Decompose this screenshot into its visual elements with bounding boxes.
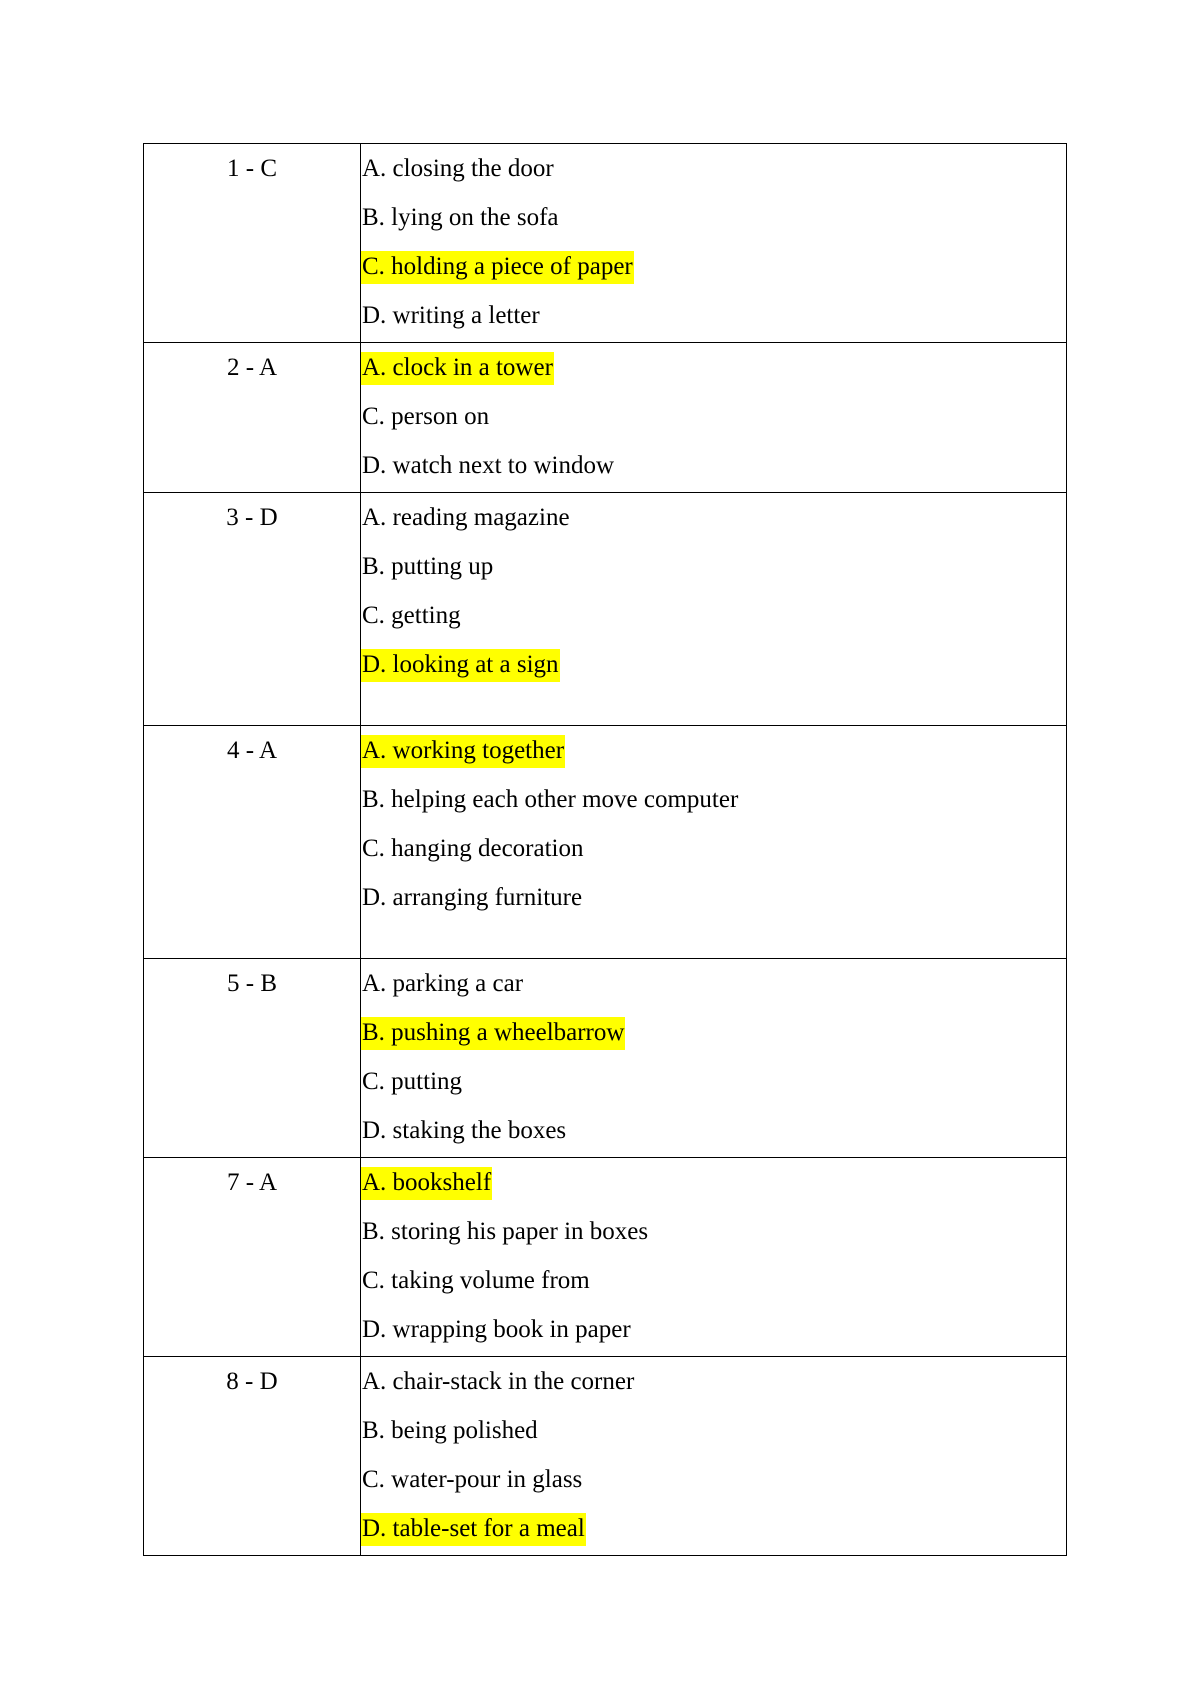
options-cell [361,493,1067,726]
correct-option-text: A. bookshelf [361,1167,492,1200]
option-line [361,291,1066,340]
option-line [361,824,1066,873]
option-text: D. arranging furniture [362,884,583,911]
option-line [361,542,1066,591]
table-row [144,144,1067,343]
option-line [361,959,1066,1008]
table-row [144,726,1067,959]
option-text: D. wrapping book in paper [362,1316,631,1343]
option-line [361,343,1066,392]
option-line [361,242,1066,291]
option-line [361,1406,1066,1455]
table-row [144,493,1067,726]
option-line [361,775,1066,824]
options-cell [361,726,1067,959]
option-line [361,493,1066,542]
option-line [361,873,1066,922]
correct-option-text: D. table-set for a meal [361,1513,586,1546]
answer-key-cell: 1 - C [144,144,361,343]
option-text: B. putting up [362,553,494,580]
answer-key-cell: 8 - D [144,1357,361,1556]
option-line [361,1057,1066,1106]
option-line [361,1455,1066,1504]
correct-option-text: B. pushing a wheelbarrow [361,1017,625,1050]
table-row [144,959,1067,1158]
option-line [361,392,1066,441]
options-cell [361,959,1067,1158]
answer-key-cell: 3 - D [144,493,361,726]
option-text: B. lying on the sofa [362,204,559,231]
option-text: C. getting [362,602,461,629]
option-line [361,1106,1066,1155]
option-text: A. closing the door [362,155,554,182]
option-text: D. staking the boxes [362,1117,567,1144]
answer-key-cell: 7 - A [144,1158,361,1357]
option-text: D. watch next to window [362,452,615,479]
option-text: A. parking a car [362,970,524,997]
options-cell [361,1357,1067,1556]
answer-key-table-body [144,144,1067,1556]
option-line [361,441,1066,490]
correct-option-text: A. clock in a tower [361,352,554,385]
correct-option-text: C. holding a piece of paper [361,251,634,284]
option-line [361,193,1066,242]
option-line [361,591,1066,640]
cell-padding [361,1553,1066,1555]
option-text: C. hanging decoration [362,835,584,862]
option-text: B. helping each other move computer [362,786,739,813]
option-text: A. reading magazine [362,504,570,531]
option-text: C. taking volume from [362,1267,590,1294]
option-line [361,144,1066,193]
option-text: A. chair-stack in the corner [362,1368,635,1395]
answer-key-cell: 5 - B [144,959,361,1158]
answer-key-cell: 4 - A [144,726,361,959]
blank-line [361,689,1066,725]
option-line [361,640,1066,689]
option-text: C. person on [362,403,490,430]
option-line [361,1305,1066,1354]
answer-key-table [143,143,1067,1556]
blank-line [361,922,1066,958]
option-text: D. writing a letter [362,302,540,329]
options-cell [361,343,1067,493]
option-text: C. putting [362,1068,463,1095]
option-line [361,1357,1066,1406]
table-row [144,343,1067,493]
table-row [144,1158,1067,1357]
option-line [361,726,1066,775]
answer-key-cell: 2 - A [144,343,361,493]
correct-option-text: A. working together [361,735,565,768]
option-line [361,1008,1066,1057]
option-text: B. storing his paper in boxes [362,1218,649,1245]
option-line [361,1504,1066,1553]
option-line [361,1158,1066,1207]
option-line [361,1256,1066,1305]
options-cell [361,1158,1067,1357]
correct-option-text: D. looking at a sign [361,649,560,682]
option-line [361,1207,1066,1256]
option-text: C. water-pour in glass [362,1466,583,1493]
option-text: B. being polished [362,1417,538,1444]
options-cell [361,144,1067,343]
table-row [144,1357,1067,1556]
